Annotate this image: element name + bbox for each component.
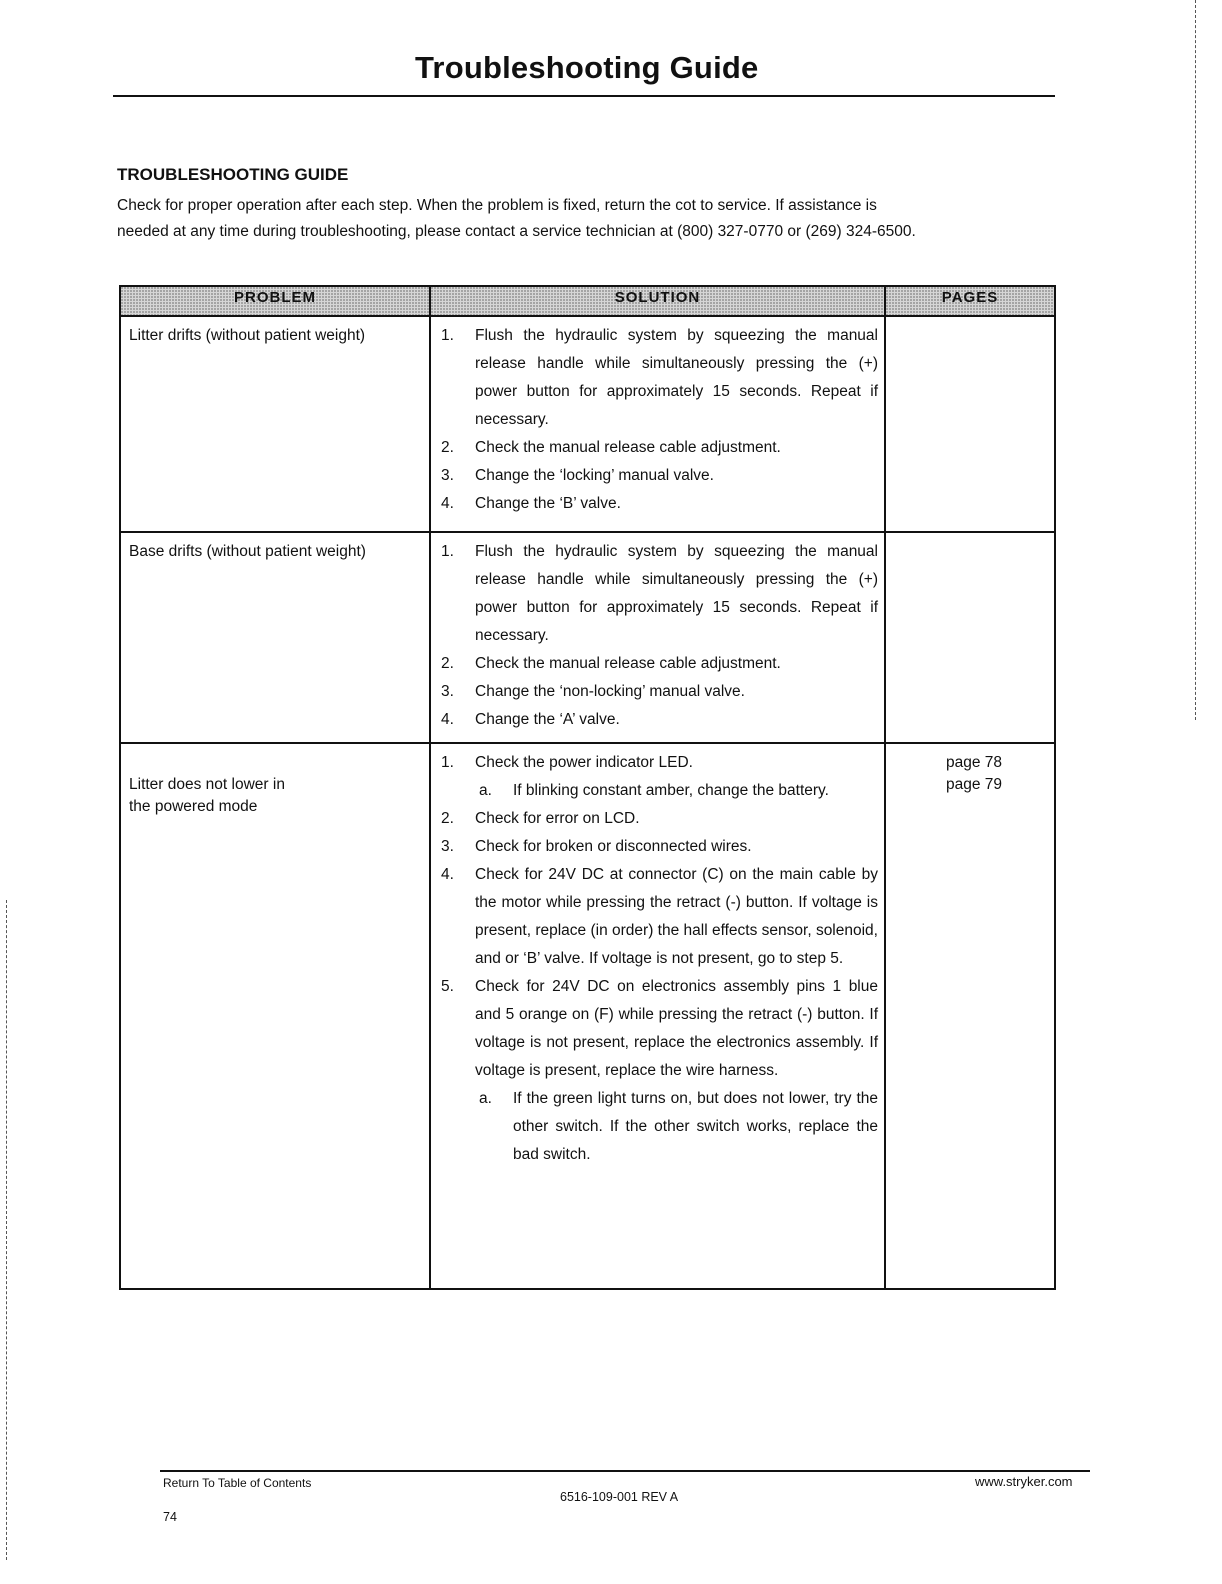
intro-line-1: Check for proper operation after each step. When the problem is fixed, return the cot to service. If assistance is — [117, 197, 877, 214]
table-of-contents-link[interactable]: Return To Table of Contents — [163, 1476, 312, 1490]
step-text: Check the power indicator LED. — [475, 754, 693, 771]
table-row — [120, 743, 1055, 1289]
solution-step — [441, 805, 878, 833]
solution-cell — [430, 532, 885, 743]
column-header-solution: SOLUTION — [430, 286, 885, 316]
step-text: Flush the hydraulic system by squeezing the manual release handle while simultaneously pressing the (+) power button for approximately 15 seconds. Repeat if necessary. — [475, 543, 878, 644]
step-text: Flush the hydraulic system by squeezing the manual release handle while simultaneously pressing the (+) power button for approximately 15 seconds. Repeat if necessary. — [475, 327, 878, 428]
step-text: Change the ‘B’ valve. — [475, 495, 621, 512]
step-number: 2. — [441, 810, 454, 827]
pages-cell — [885, 532, 1055, 743]
step-number: 4. — [441, 711, 454, 728]
step-text: Change the ‘A’ valve. — [475, 711, 620, 728]
solution-steps — [441, 322, 878, 518]
step-number: 1. — [441, 327, 454, 344]
step-number: 3. — [441, 683, 454, 700]
step-number: 3. — [441, 838, 454, 855]
step-number: 4. — [441, 495, 454, 512]
step-number: 3. — [441, 467, 454, 484]
column-header-problem: PROBLEM — [120, 286, 430, 316]
troubleshooting-table — [119, 285, 1056, 1290]
step-letter: a. — [479, 1090, 492, 1107]
pages-cell — [885, 316, 1055, 532]
page-title: Troubleshooting Guide — [415, 50, 759, 85]
intro-paragraph — [117, 193, 1062, 245]
step-number: 5. — [441, 978, 454, 995]
solution-steps — [441, 538, 878, 734]
solution-step — [441, 322, 878, 434]
problem-cell: Litter drifts (without patient weight) — [120, 316, 430, 532]
problem-line: the powered mode — [129, 798, 258, 815]
step-text: Check the manual release cable adjustment. — [475, 655, 781, 672]
intro-line-2: needed at any time during troubleshooting, please contact a service technician at (800) 327-0770 or (269) 324-6500. — [117, 223, 916, 240]
solution-cell — [430, 743, 885, 1289]
step-letter: a. — [479, 782, 492, 799]
step-text: Check for error on LCD. — [475, 810, 640, 827]
page-reference: page 78 — [946, 754, 1003, 771]
step-text: Check for broken or disconnected wires. — [475, 838, 752, 855]
step-text: Change the ‘non-locking’ manual valve. — [475, 683, 745, 700]
solution-step — [441, 706, 878, 734]
sub-steps — [475, 777, 878, 805]
section-heading: TROUBLESHOOTING GUIDE — [117, 165, 349, 184]
table-row — [120, 532, 1055, 743]
page-number: 74 — [163, 1510, 177, 1524]
problem-cell: Base drifts (without patient weight) — [120, 532, 430, 743]
step-text: Check for 24V DC on electronics assembly pins 1 blue and 5 orange on (F) while pressing the retract (-) button. If voltage is not present, replace the electronics assembly. If voltage is present, replace the wire harness. — [475, 978, 878, 1079]
document-number: 6516-109-001 REV A — [560, 1490, 679, 1504]
problem-cell — [120, 743, 430, 1289]
step-text: Change the ‘locking’ manual valve. — [475, 467, 714, 484]
footer-rule — [160, 1470, 1090, 1472]
solution-steps — [441, 749, 878, 1169]
step-number: 4. — [441, 866, 454, 883]
solution-step — [441, 434, 878, 462]
page-reference: page 79 — [946, 776, 1003, 793]
table-header-row — [120, 286, 1055, 316]
step-text: If blinking constant amber, change the battery. — [513, 782, 829, 799]
solution-step — [441, 650, 878, 678]
sub-step — [475, 1085, 878, 1169]
step-text: If the green light turns on, but does not lower, try the other switch. If the other switch works, replace the bad switch. — [513, 1090, 878, 1163]
website-url: www.stryker.com — [975, 1474, 1073, 1489]
problem-line: Litter does not lower in — [129, 776, 285, 793]
step-number: 1. — [441, 543, 454, 560]
solution-step — [441, 973, 878, 1169]
step-number: 1. — [441, 754, 454, 771]
solution-cell — [430, 316, 885, 532]
solution-step — [441, 538, 878, 650]
solution-step — [441, 490, 878, 518]
scan-edge-mark — [1195, 0, 1196, 720]
scan-edge-mark — [6, 900, 7, 1560]
step-number: 2. — [441, 655, 454, 672]
solution-step — [441, 678, 878, 706]
sub-steps — [475, 1085, 878, 1169]
step-text: Check the manual release cable adjustment. — [475, 439, 781, 456]
solution-step — [441, 462, 878, 490]
column-header-pages: PAGES — [885, 286, 1055, 316]
title-rule — [113, 95, 1055, 97]
table-row — [120, 316, 1055, 532]
step-number: 2. — [441, 439, 454, 456]
solution-step — [441, 861, 878, 973]
step-text: Check for 24V DC at connector (C) on the main cable by the motor while pressing the retract (-) button. If voltage is present, replace (in order) the hall effects sensor, solenoid, and or ‘B’ valve. If voltage is not present, go to step 5. — [475, 866, 878, 967]
pages-cell — [885, 743, 1055, 1289]
solution-step — [441, 833, 878, 861]
solution-step — [441, 749, 878, 805]
sub-step — [475, 777, 878, 805]
